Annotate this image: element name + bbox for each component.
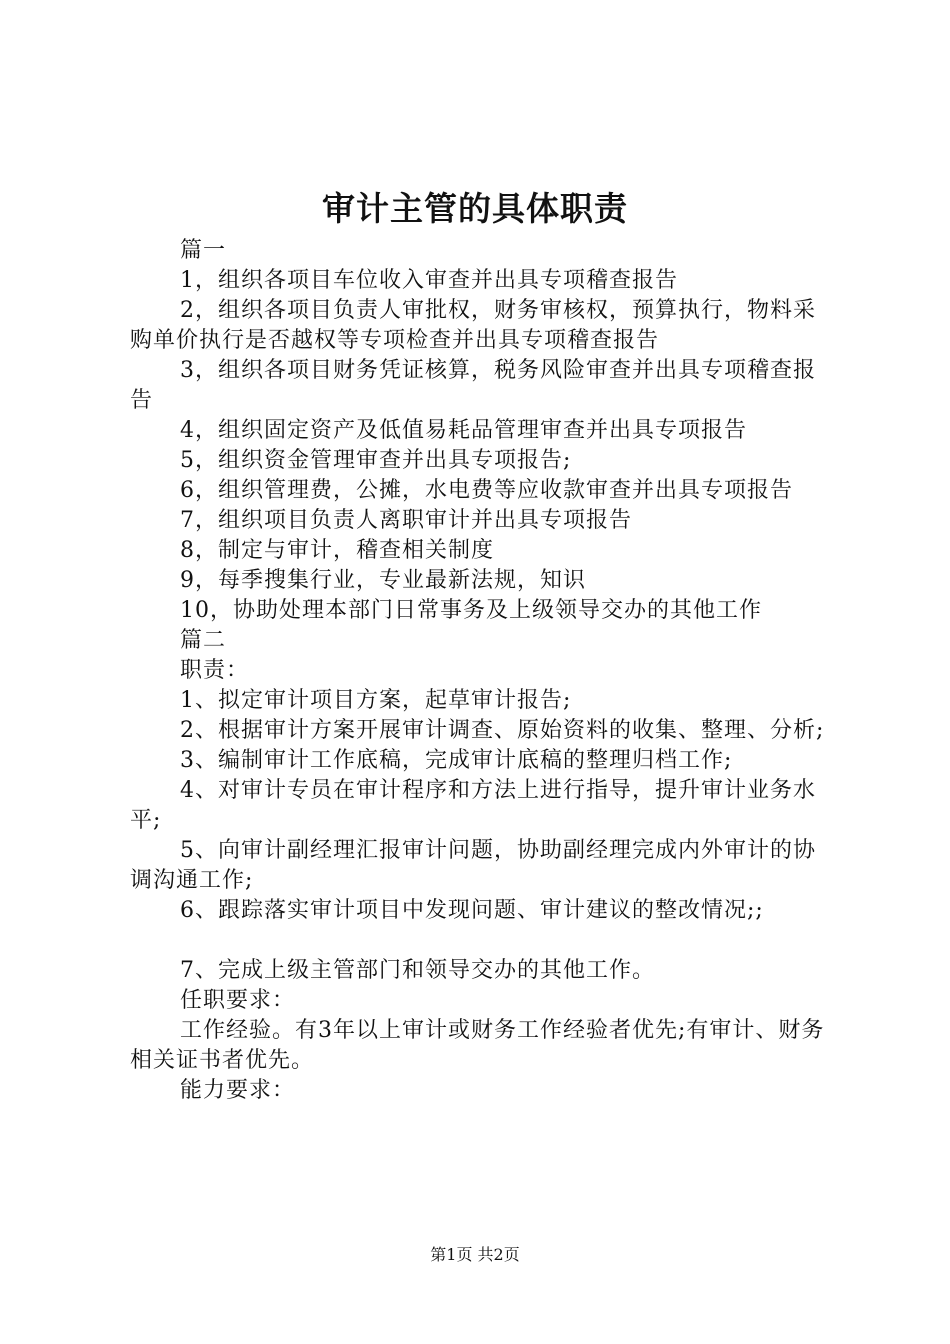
list-item: 6、跟踪落实审计项目中发现问题、审计建议的整改情况;; bbox=[180, 898, 764, 923]
list-item: 1、拟定审计项目方案，起草审计报告; bbox=[180, 688, 572, 713]
list-item: 5、向审计副经理汇报审计问题，协助副经理完成内外审计的协调沟通工作; bbox=[130, 838, 816, 893]
list-item: 4、对审计专员在审计程序和方法上进行指导，提升审计业务水平; bbox=[130, 778, 816, 833]
list-item: 3，组织各项目财务凭证核算，税务风险审查并出具专项稽查报告 bbox=[130, 358, 816, 413]
list-item: 3、编制审计工作底稿，完成审计底稿的整理归档工作; bbox=[180, 748, 733, 773]
blank-line bbox=[130, 926, 835, 956]
list-item: 8，制定与审计，稽查相关制度 bbox=[180, 538, 494, 563]
subsection-heading: 职责： bbox=[180, 658, 250, 683]
section-heading: 篇一 bbox=[180, 238, 227, 263]
page-number-footer: 第1页 共2页 bbox=[430, 1245, 520, 1264]
list-item: 1，组织各项目车位收入审查并出具专项稽查报告 bbox=[180, 268, 678, 293]
list-item: 7、完成上级主管部门和领导交办的其他工作。 bbox=[180, 958, 655, 983]
subsection-heading: 能力要求： bbox=[180, 1078, 296, 1103]
list-item: 5，组织资金管理审查并出具专项报告; bbox=[180, 448, 572, 473]
list-item: 2、根据审计方案开展审计调查、原始资料的收集、整理、分析; bbox=[180, 718, 825, 743]
document-title: 审计主管的具体职责 bbox=[322, 189, 628, 228]
section-heading: 篇二 bbox=[180, 628, 227, 653]
paragraph: 工作经验。有3年以上审计或财务工作经验者优先;有审计、财务相关证书者优先。 bbox=[130, 1018, 825, 1073]
subsection-heading: 任职要求： bbox=[180, 988, 296, 1013]
list-item: 7，组织项目负责人离职审计并出具专项报告 bbox=[180, 508, 632, 533]
list-item: 2，组织各项目负责人审批权，财务审核权，预算执行，物料采购单价执行是否越权等专项检查并出具专项稽查报告 bbox=[130, 298, 816, 353]
list-item: 9，每季搜集行业，专业最新法规，知识 bbox=[180, 568, 586, 593]
list-item: 4，组织固定资产及低值易耗品管理审查并出具专项报告 bbox=[180, 418, 747, 443]
list-item: 10，协助处理本部门日常事务及上级领导交办的其他工作 bbox=[180, 598, 762, 623]
document-body bbox=[130, 236, 835, 1106]
list-item: 6，组织管理费，公摊，水电费等应收款审查并出具专项报告 bbox=[180, 478, 793, 503]
